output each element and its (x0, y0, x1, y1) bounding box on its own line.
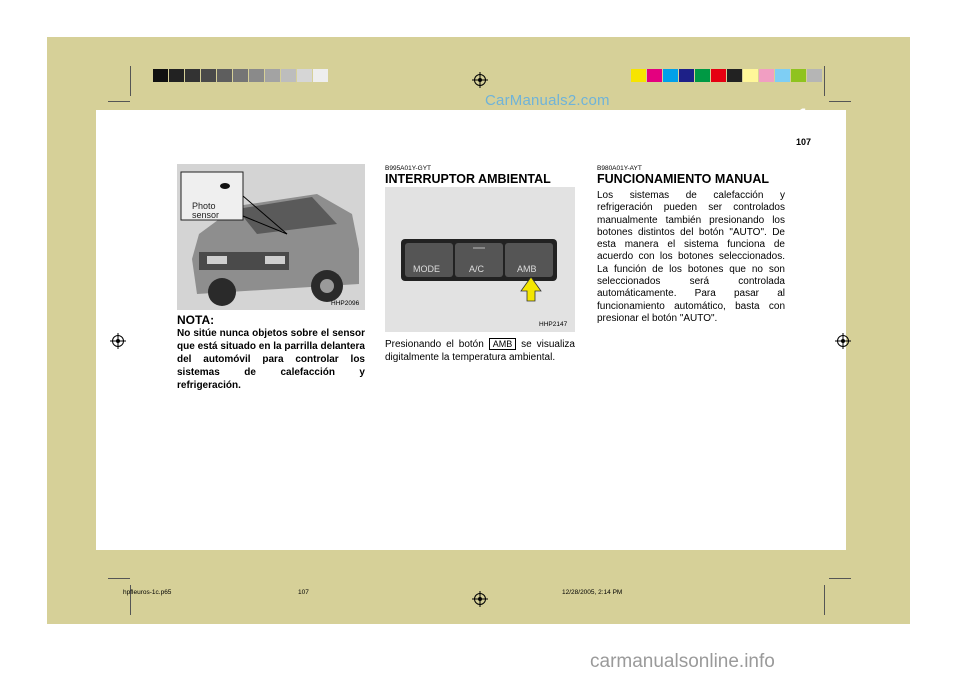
calibration-swatch (647, 69, 662, 82)
calibration-swatch (265, 69, 280, 82)
calibration-swatch (217, 69, 232, 82)
section-heading: INTERRUPTOR AMBIENTAL (385, 172, 551, 186)
section-heading: FUNCIONAMIENTO MANUAL (597, 172, 769, 186)
text-before-key: Presionando el botón (385, 339, 484, 350)
section-text (385, 338, 575, 364)
calibration-swatch (153, 69, 168, 82)
calibration-swatch (791, 69, 806, 82)
footer-page: 107 (298, 589, 309, 596)
vehicle-photo (177, 164, 365, 310)
note-text: No sitúe nunca objetos sobre el sensor que está situado en la parrilla delantera del automóvil para controlar los sistemas de calefacción y refrigeración. (177, 328, 365, 391)
grayscale-calibration-bar (153, 69, 329, 82)
calibration-swatch (313, 69, 328, 82)
watermark-link[interactable]: carmanualsonline.info (590, 651, 775, 672)
section-text: Los sistemas de calefacción y refrigeración pueden ser controlados manualmente también presionando los botones distintos del botón "AUTO". De esta manera el sistema funciona de acuerdo con los botones seleccionados. La función de los botones que no son seleccionados será controlada automáticamente. Para pasar al funcionamiento automático, basta con presionar el botón "AUTO". (597, 190, 785, 324)
crop-mark (130, 66, 131, 96)
crop-mark (829, 578, 851, 579)
calibration-swatch (695, 69, 710, 82)
section-code: B980A01Y-AYT (597, 165, 642, 172)
crop-mark (829, 101, 851, 102)
text-after-key: se visualiza digitalmente la temperatura ambiental. (385, 339, 575, 363)
calibration-swatch (169, 69, 184, 82)
image-code: HHP2096 (331, 300, 360, 307)
photo-sensor-label: Photo sensor (192, 201, 220, 220)
amb-button-label: AMB (517, 264, 537, 274)
calibration-swatch (201, 69, 216, 82)
calibration-swatch (759, 69, 774, 82)
crop-mark (108, 101, 130, 102)
calibration-swatch (249, 69, 264, 82)
registration-mark-icon (472, 591, 488, 607)
chapter-number: 1 (797, 104, 810, 129)
suv-illustration (177, 164, 365, 310)
calibration-swatch (185, 69, 200, 82)
calibration-swatch (679, 69, 694, 82)
footer-filename: hpfleuros-1c.p65 (123, 589, 172, 596)
calibration-swatch (727, 69, 742, 82)
calibration-swatch (743, 69, 758, 82)
calibration-swatch (281, 69, 296, 82)
calibration-swatch (631, 69, 646, 82)
registration-mark-icon (110, 333, 126, 349)
crop-mark (108, 578, 130, 579)
crop-mark (824, 585, 825, 615)
ac-button-label: A/C (469, 264, 485, 274)
watermark-link[interactable]: CarManuals2.com (485, 92, 610, 109)
registration-mark-icon (472, 72, 488, 88)
calibration-swatch (297, 69, 312, 82)
registration-mark-icon (835, 333, 851, 349)
color-calibration-bar (631, 69, 823, 82)
ac-buttons-illustration (385, 187, 575, 332)
crop-mark (824, 66, 825, 96)
control-panel-image (385, 187, 575, 332)
note-title: NOTA: (177, 313, 215, 327)
calibration-swatch (775, 69, 790, 82)
calibration-swatch (233, 69, 248, 82)
calibration-swatch (807, 69, 822, 82)
calibration-swatch (663, 69, 678, 82)
calibration-swatch (711, 69, 726, 82)
section-title: COMPONENTES DE SU HYUNDAI (632, 112, 753, 121)
amb-key-label: AMB (489, 338, 517, 350)
footer-timestamp: 12/28/2005, 2:14 PM (562, 589, 623, 596)
mode-button-label: MODE (413, 264, 440, 274)
section-code: B995A01Y-GYT (385, 165, 432, 172)
page-number: 107 (796, 137, 812, 147)
image-code: HHP2147 (539, 321, 568, 328)
